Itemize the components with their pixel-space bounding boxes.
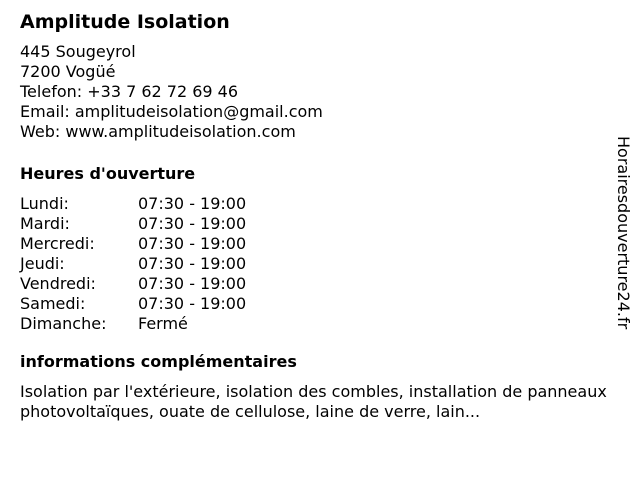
hours-row-sunday [20, 314, 610, 334]
day-label: Samedi: [20, 294, 86, 313]
time-value: Fermé [138, 314, 188, 333]
address-street: 445 Sougeyrol [20, 42, 136, 61]
day-label: Jeudi: [20, 254, 65, 273]
opening-hours-heading: Heures d'ouverture [20, 164, 196, 183]
site-watermark: Horairesdouverture24.fr [614, 136, 633, 330]
day-label: Lundi: [20, 194, 69, 213]
phone-line: Telefon: +33 7 62 72 69 46 [20, 82, 239, 101]
hours-row-saturday [20, 294, 610, 314]
time-value: 07:30 - 19:00 [138, 274, 247, 293]
additional-info-text: Isolation par l'extérieure, isolation des combles, installation de panneaux photovoltaïques, ouate de cellulose, laine de verre, lain... [20, 382, 607, 421]
hours-row-wednesday [20, 234, 610, 254]
day-label: Vendredi: [20, 274, 96, 293]
email-line: Email: amplitudeisolation@gmail.com [20, 102, 323, 121]
day-label: Mercredi: [20, 234, 95, 253]
time-value: 07:30 - 19:00 [138, 234, 247, 253]
additional-info-heading: informations complémentaires [20, 352, 297, 371]
time-value: 07:30 - 19:00 [138, 214, 247, 233]
time-value: 07:30 - 19:00 [138, 294, 247, 313]
address-city: 7200 Vogüé [20, 62, 116, 81]
business-name: Amplitude Isolation [20, 11, 230, 33]
hours-row-friday [20, 274, 610, 294]
hours-row-tuesday [20, 214, 610, 234]
hours-row-thursday [20, 254, 610, 274]
day-label: Dimanche: [20, 314, 107, 333]
time-value: 07:30 - 19:00 [138, 194, 247, 213]
business-card [20, 10, 610, 422]
web-line: Web: www.amplitudeisolation.com [20, 122, 296, 141]
day-label: Mardi: [20, 214, 70, 233]
hours-row-monday [20, 194, 610, 214]
time-value: 07:30 - 19:00 [138, 254, 247, 273]
opening-hours-table [20, 194, 610, 334]
